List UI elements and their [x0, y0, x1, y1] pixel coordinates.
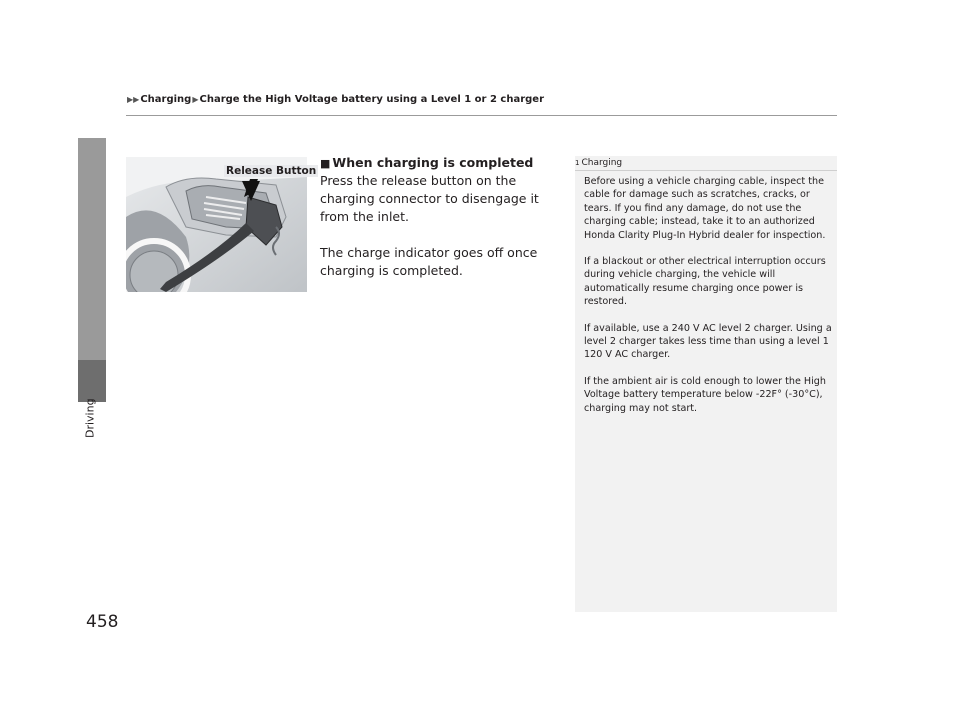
note-paragraph: If the ambient air is cold enough to lower the High Voltage battery temperature below -22F° (-30°C), charging may not start.: [584, 375, 826, 414]
note-marker-icon: 1: [575, 159, 580, 167]
main-paragraph: The charge indicator goes off once charging is completed.: [320, 245, 538, 278]
breadcrumb-current: Charge the High Voltage battery using a Level 1 or 2 charger: [199, 94, 544, 105]
note-paragraph: If a blackout or other electrical interruption occurs during vehicle charging, the vehicle will automatically resume charging once power is restored.: [584, 256, 826, 308]
breadcrumb-arrow-icon: ▶: [192, 95, 199, 104]
main-content: [320, 155, 565, 298]
square-bullet-icon: ■: [320, 157, 331, 170]
note-paragraph: Before using a vehicle charging cable, inspect the cable for damage such as scratches, cracks, or tears. If you find any damage, do not use the charging cable; instead, take it to an authorized Honda Clarity Plug-In Hybrid dealer for inspection.: [584, 176, 826, 241]
main-paragraph: Press the release button on the charging connector to disengage it from the inlet.: [320, 173, 539, 224]
breadcrumb-charging[interactable]: Charging: [140, 94, 192, 105]
page-number: 458: [86, 612, 119, 632]
release-button-callout: Release Button: [226, 165, 317, 177]
note-box: [575, 156, 837, 612]
breadcrumb: [126, 94, 544, 105]
note-title: Charging: [581, 158, 623, 168]
note-header: [575, 156, 837, 171]
header-rule: [126, 115, 837, 116]
breadcrumb-arrow-icon: ▶▶: [127, 95, 140, 104]
note-body: [584, 175, 832, 428]
charging-connector-illustration: [126, 157, 307, 292]
section-heading: ■ When charging is completed: [320, 155, 534, 170]
side-tab-upper: [78, 138, 106, 360]
side-tab-label: Driving: [83, 398, 97, 438]
note-paragraph: If available, use a 240 V AC level 2 charger. Using a level 2 charger takes less time than using a level 1 120 V AC charger.: [584, 322, 832, 361]
